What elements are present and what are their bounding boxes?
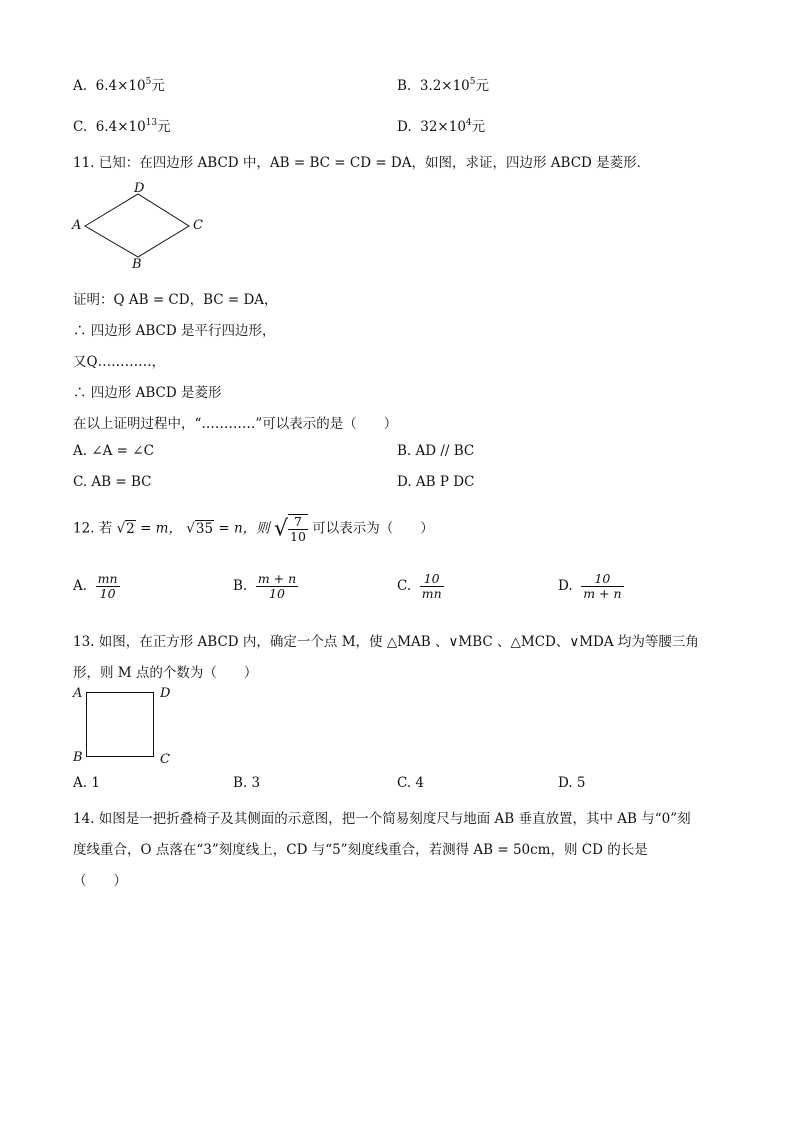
square-label-b: B xyxy=(73,750,83,765)
square-shape xyxy=(87,693,154,757)
square-label-d: D xyxy=(160,686,171,701)
q11-question: 在以上证明过程中，“…………”可以表示的是（ ） xyxy=(73,416,398,432)
q11-proof-line-4: ∴ 四边形 ABCD 是菱形 xyxy=(73,385,222,401)
q12-option-c: C. $\frac{10}{mn}$ xyxy=(397,571,442,601)
q11-stem: 11. 已知：在四边形 ABCD 中，AB = BC = CD = DA，如图，求证，四边形 ABCD 是菱形． xyxy=(73,155,651,171)
q10-option-a: A. $6.4\times 10^5$元 xyxy=(73,77,165,94)
rhombus-label-a: A xyxy=(72,218,82,233)
q13-option-c: C. 4 xyxy=(397,775,425,791)
q13-option-a: A. 1 xyxy=(73,775,100,791)
q13-stem-line-1: 13. 如图，在正方形 ABCD 内，确定一个点 M，使 △MAB 、∨MBC 、△MCD、∨MDA 均为等腰三角 xyxy=(73,634,699,650)
square-figure xyxy=(84,690,158,760)
q11-option-a: A. ∠A = ∠C xyxy=(73,443,154,459)
q12-stem: 12. 若 √2 = m， √35 = n，则 √ $\frac{7}{10}$ 可以表示为（ ） xyxy=(73,514,434,544)
square-label-a: A xyxy=(73,686,83,701)
sqrt-2: √2 xyxy=(116,520,135,537)
q10-option-d: D. $32\times 10^4$元 xyxy=(397,118,486,135)
q11-proof-line-1: 证明：Q AB = CD，BC = DA， xyxy=(73,292,278,308)
rhombus-shape xyxy=(85,194,189,257)
q12-option-a: A. $\frac{mn}{10}$ xyxy=(73,571,118,601)
q14-stem-line-1: 14. 如图是一把折叠椅子及其侧面的示意图，把一个简易刻度尺与地面 AB 垂直放置，其中 AB 与“0”刻 xyxy=(73,811,691,827)
sqrt-fraction: √ xyxy=(273,516,288,542)
q14-stem-line-3: （ ） xyxy=(73,873,127,889)
q11-option-d: D. AB P DC xyxy=(397,474,475,490)
q13-stem-line-2: 形，则 M 点的个数为（ ） xyxy=(73,665,258,681)
q11-option-b: B. AD // BC xyxy=(397,443,475,459)
q10-option-b: B. $3.2\times 10^5$元 xyxy=(397,77,490,94)
rhombus-label-d: D xyxy=(134,181,145,196)
q12-option-b: B. $\frac{m + n}{10}$ xyxy=(233,571,297,601)
q13-option-d: D. 5 xyxy=(558,775,586,791)
fraction-7-10: $\frac{7}{10}$ xyxy=(290,514,306,544)
q12-option-d: D. $\frac{10}{m + n}$ xyxy=(558,571,622,601)
q11-proof-line-3: 又Q…………， xyxy=(73,354,166,370)
sqrt-35: √35 xyxy=(186,520,214,537)
q11-proof-line-2: ∴ 四边形 ABCD 是平行四边形， xyxy=(73,323,276,339)
square-label-c: C xyxy=(160,752,170,767)
rhombus-label-c: C xyxy=(193,218,203,233)
q11-option-c: C. AB = BC xyxy=(73,474,152,490)
rhombus-label-b: B xyxy=(132,257,142,272)
q14-stem-line-2: 度线重合，O 点落在“3”刻度线上，CD 与“5”刻度线重合，若测得 AB = 50cm，则 CD 的长是 xyxy=(73,842,648,858)
q13-option-b: B. 3 xyxy=(233,775,261,791)
q10-option-c: C. $6.4\times 10^{13}$元 xyxy=(73,118,171,135)
